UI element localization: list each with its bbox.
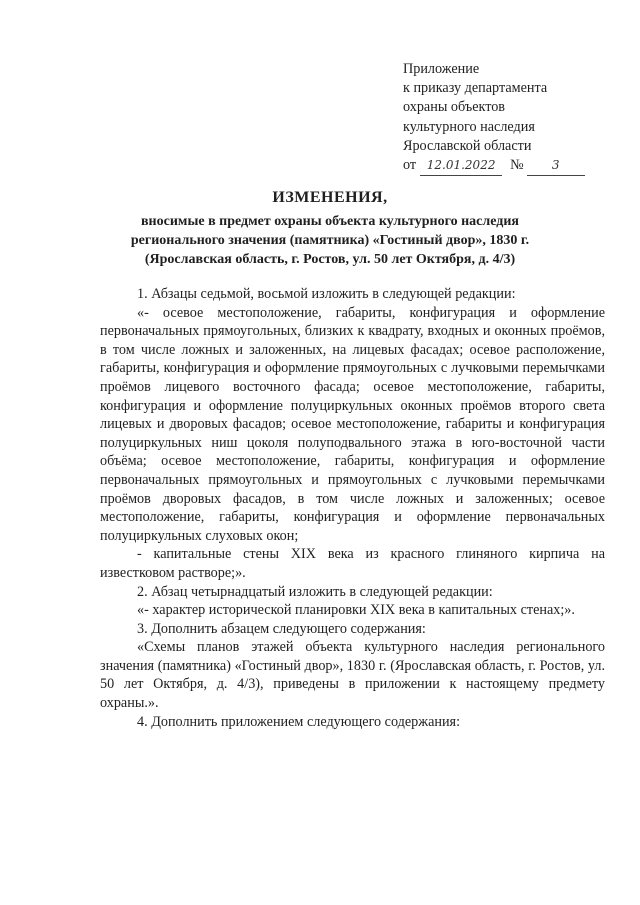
annex-line-4: культурного наследия <box>403 118 535 135</box>
annex-line-5: Ярославской области <box>403 137 532 154</box>
number-label: № <box>510 157 524 174</box>
annex-line-3: охраны объектов <box>403 99 505 116</box>
document-title: ИЗМЕНЕНИЯ, <box>272 189 388 206</box>
handwritten-number: 3 <box>527 156 585 176</box>
from-label: от <box>403 157 417 174</box>
annex-block <box>403 60 603 176</box>
item-3-quote: «Схемы планов этажей объекта культурного наследия регионального значения (памятника) «Гостиный двор», 1830 г. (Ярославская область, г. Ростов, ул. 50 лет Октября, д. 4/3), приведены в приложении к настоящему предмету охраны.». <box>100 639 605 712</box>
annex-date-line <box>403 156 603 176</box>
annex-line-1: Приложение <box>403 61 480 77</box>
item-2-quote: «- характер исторической планировки XIX века в капитальных стенах;». <box>137 602 575 619</box>
item-1-quote-1: «- осевое местоположение, габариты, конфигурация и оформление первоначальных прямоугольных, близких к квадрату, входных и оконных проёмов, в том числе ложных и заложенных, на лицевых фасадах; осевое расположение, габариты, конфигурация и оформление прямоугольных с лучковыми перемычками проёмов лицевого восточного фасада; осевое местоположение, габариты, конфигурация и оформление полуциркульных оконных проёмов второго света лицевых и дворовых фасадов; осевое местоположение, габариты и конфигурация полуциркульных ниш цоколя полуподвального этажа в юго-восточной части объёма; осевое местоположение, габариты, конфигурация и оформление первоначальных прямоугольных и прямоугольных с лучковыми перемычками проёмов дворовых фасадов, в том числе ложных и заложенных; осевое местоположение, габариты, конфигурация и оформление первоначальных полуциркульных слуховых окон; <box>100 304 605 544</box>
item-3: 3. Дополнить абзацем следующего содержания: <box>137 620 426 637</box>
item-1-quote-2: - капитальные стены XIX века из красного глиняного кирпича на известковом растворе;». <box>100 546 605 581</box>
item-1: 1. Абзацы седьмой, восьмой изложить в следующей редакции: <box>137 286 516 302</box>
handwritten-date: 12.01.2022 <box>420 156 502 176</box>
document-subtitle: вносимые в предмет охраны объекта культурного наследия регионального значения (памятника) «Гостиный двор», 1830 г. (Ярославская область, г. Ростов, ул. 50 лет Октября, д. 4/3) <box>130 214 530 267</box>
item-4: 4. Дополнить приложением следующего содержания: <box>137 713 461 730</box>
annex-line-2: к приказу департамента <box>403 80 548 97</box>
document-body <box>100 285 605 731</box>
item-2: 2. Абзац четырнадцатый изложить в следующей редакции: <box>137 583 493 600</box>
